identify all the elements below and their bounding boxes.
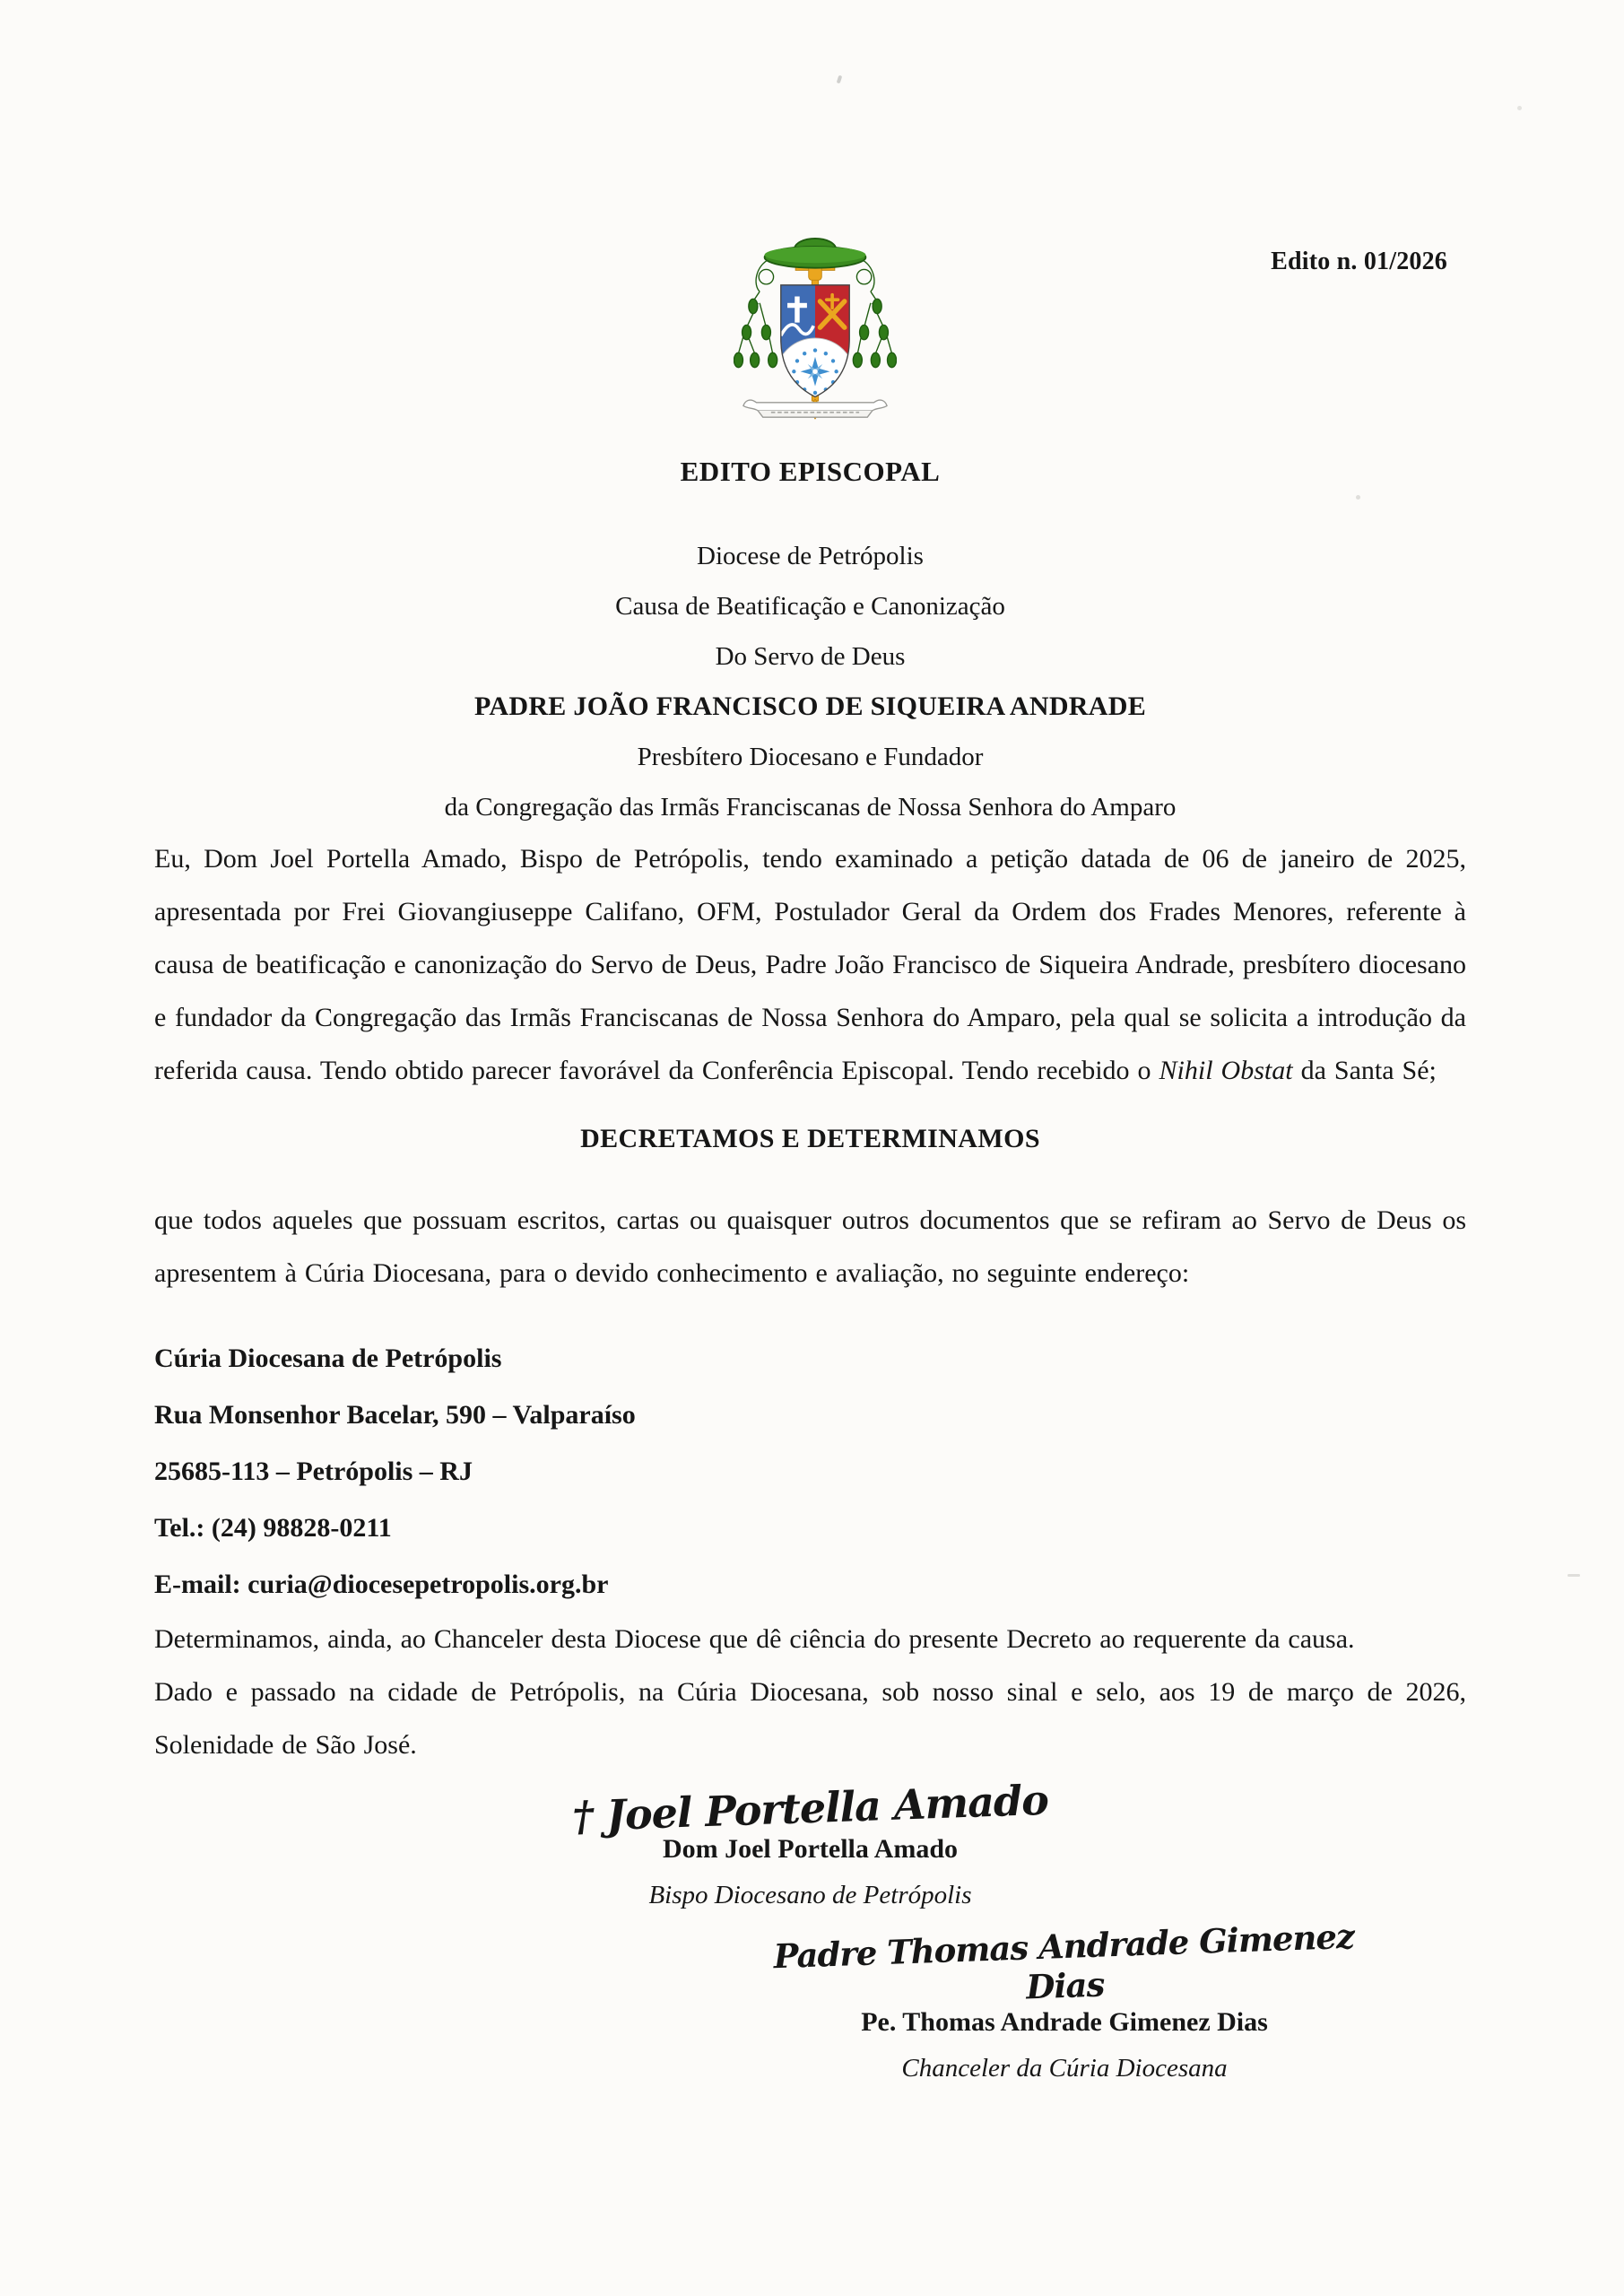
decree-heading: DECRETAMOS E DETERMINAMOS	[580, 1124, 1040, 1153]
motto-scroll	[743, 400, 887, 417]
subtitle-padre-name: PADRE JOÃO FRANCISCO DE SIQUEIRA ANDRADE	[473, 691, 1147, 721]
address-block	[154, 1330, 1466, 1613]
nihil-obstat-italic: Nihil Obstat	[1159, 1056, 1293, 1085]
bishop-role: Bispo Diocesano de Petrópolis	[648, 1881, 972, 1909]
subtitle-cause: Causa de Beatificação e Canonização	[615, 592, 1005, 621]
paragraph-preamble	[154, 832, 1466, 1097]
bishop-handwritten-signature: † Joel Portella Amado	[571, 1775, 1049, 1841]
scan-speck	[837, 75, 843, 84]
bishop-name: Dom Joel Portella Amado	[662, 1834, 959, 1864]
subtitle-diocese: Diocese de Petrópolis	[697, 542, 924, 570]
galero-hat-icon	[765, 239, 866, 268]
address-curia: Cúria Diocesana de Petrópolis	[154, 1344, 502, 1373]
preamble-text-2: da Santa Sé;	[1292, 1056, 1437, 1085]
signature-chancellor	[769, 1916, 1360, 2083]
paragraph-decree: que todos aqueles que possuam escritos, cartas ou quaisquer outros documentos que se refiram ao Servo de Deus os apresentem à Cúria Diocesana, para o devido conhecimento e avaliação, no seguinte endereço:	[154, 1205, 1466, 1288]
chancellor-name: Pe. Thomas Andrade Gimenez Dias	[861, 2007, 1268, 2037]
paragraph-chancellor-notice: Determinamos, ainda, ao Chanceler desta Diocese que dê ciência do presente Decreto ao requerente da causa.	[154, 1624, 1355, 1654]
address-email: E-mail: curia@diocesepetropolis.org.br	[154, 1570, 609, 1599]
subtitle-servant: Do Servo de Deus	[715, 642, 906, 671]
chancellor-handwritten-signature: Padre Thomas Andrade Gimenez Dias	[772, 1916, 1355, 2007]
signature-bishop	[154, 1775, 1466, 1910]
address-phone: Tel.: (24) 98828-0211	[154, 1513, 392, 1543]
paragraph-date-place: Dado e passado na cidade de Petrópolis, na Cúria Diocesana, sob nosso sinal e selo, aos 19 de março de 2026, Solenidade de São José.	[154, 1677, 1466, 1760]
subtitle-presbitero: Presbítero Diocesano e Fundador	[637, 743, 984, 771]
address-cep-city: 25685-113 – Petrópolis – RJ	[154, 1457, 473, 1486]
document-subtitle-block	[154, 531, 1466, 832]
edict-number: Edito n. 01/2026	[1271, 248, 1447, 275]
chancellor-role: Chanceler da Cúria Diocesana	[901, 2054, 1228, 2083]
document-body	[154, 456, 1466, 2083]
address-street: Rua Monsenhor Bacelar, 590 – Valparaíso	[154, 1400, 636, 1430]
subtitle-congregacao: da Congregação das Irmãs Franciscanas de Nossa Senhora do Amparo	[444, 793, 1177, 822]
scan-speck	[1568, 1574, 1580, 1577]
document-title: EDITO EPISCOPAL	[680, 456, 941, 487]
scan-speck	[1517, 106, 1522, 110]
preamble-text-1: Eu, Dom Joel Portella Amado, Bispo de Petrópolis, tendo examinado a petição datada de 06 de janeiro de 2025, apresentada por Frei Giovangiuseppe Califano, OFM, Postulador Geral da Ordem dos Frades Menores, referente à causa de beatificação e canonização do Servo de Deus, Padre João Francisco de Siqueira Andrade, presbítero diocesano e fundador da Congregação das Irmãs Franciscanas de Nossa Senhora do Amparo, pela qual se solicita a introdução da referida causa. Tendo obtido parecer favorável da Conferência Episcopal. Tendo recebido o	[154, 844, 1466, 1085]
episcopal-coat-of-arms	[734, 215, 897, 423]
